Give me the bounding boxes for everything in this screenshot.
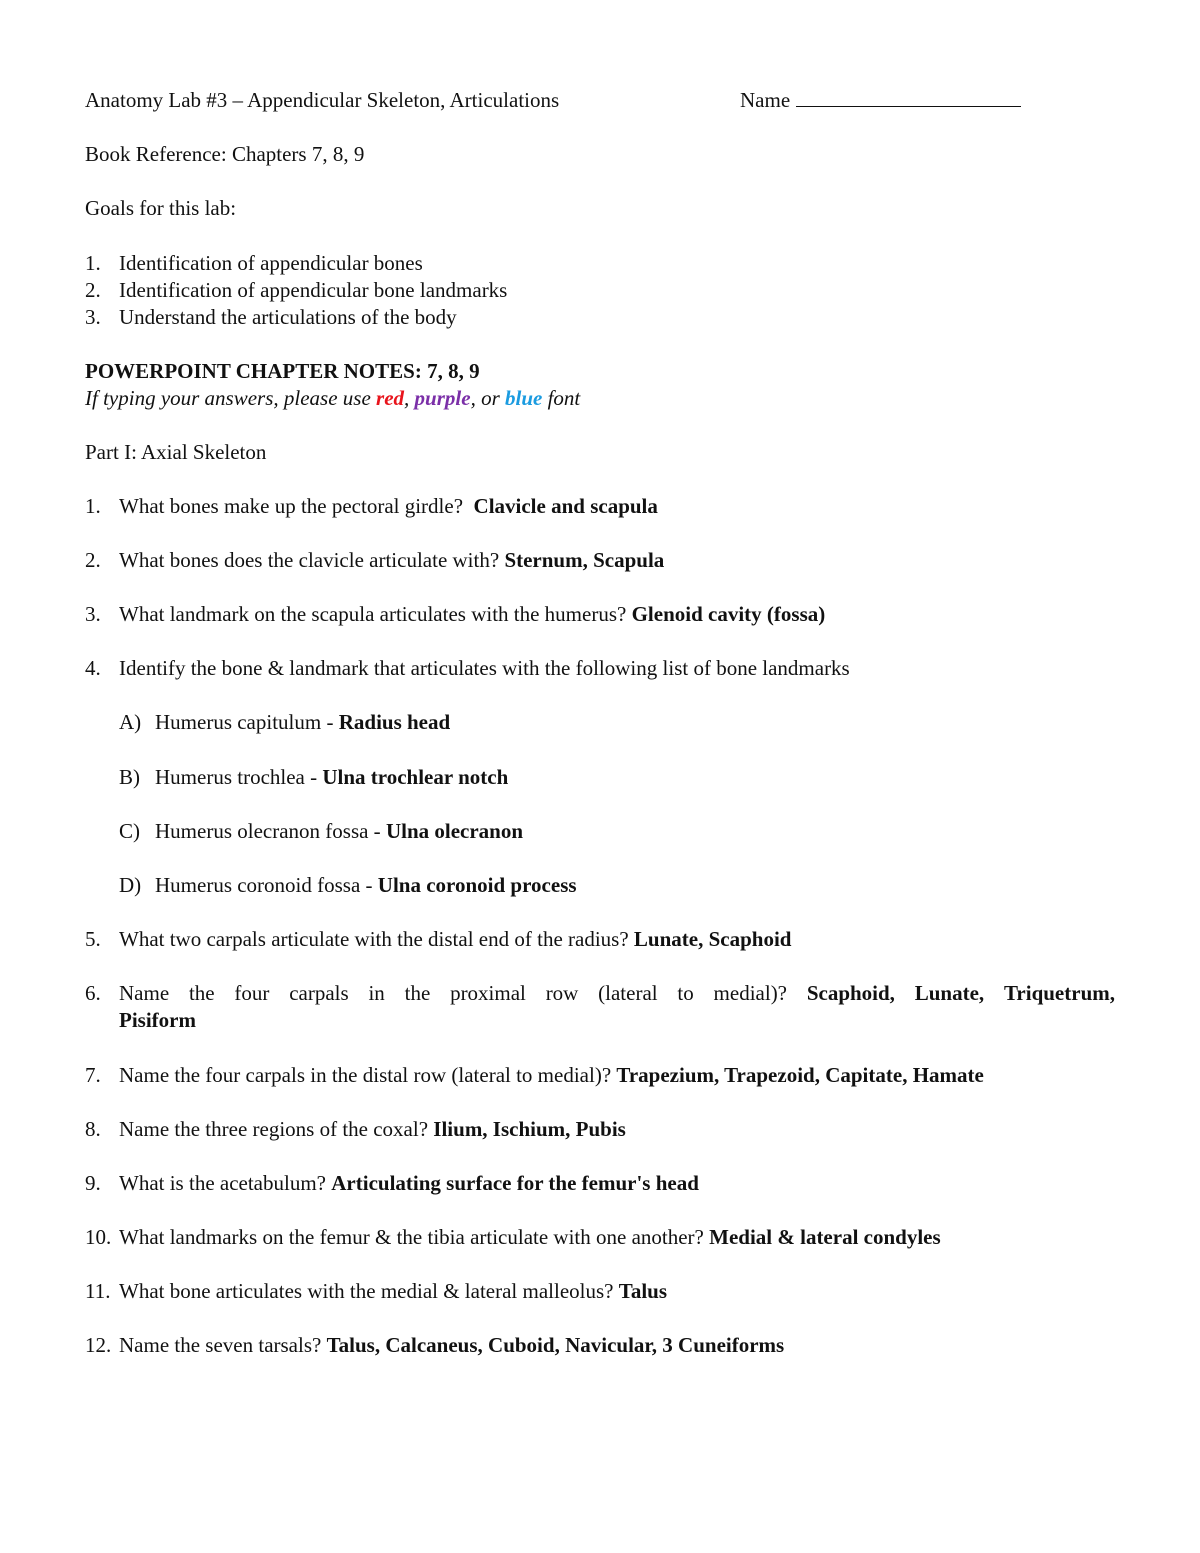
q6-word: (lateral <box>598 981 658 1005</box>
question-number: 10. <box>85 1225 112 1249</box>
answer-text: Clavicle and scapula <box>473 494 658 518</box>
answer-text: Talus <box>618 1279 667 1303</box>
goal-number: 2. <box>85 278 101 302</box>
question-number: 2. <box>85 548 101 572</box>
question-text: What is the acetabulum? <box>119 1171 332 1195</box>
answer-text: Glenoid cavity (fossa) <box>631 602 826 626</box>
sub-question-text: Humerus olecranon fossa - <box>155 819 386 843</box>
q6-answer-word: Scaphoid, <box>806 981 895 1005</box>
question-text: What landmarks on the femur & the tibia articulate with one another? <box>119 1225 710 1249</box>
name-blank-line[interactable] <box>796 88 1021 107</box>
q6-answer-word: Lunate, <box>914 981 985 1005</box>
question <box>119 547 664 573</box>
question <box>119 1116 626 1142</box>
instr-comma: , <box>404 386 415 410</box>
goal-number: 3. <box>85 305 101 329</box>
sub-question <box>155 709 450 735</box>
sub-letter: A) <box>119 710 142 734</box>
sub-letter: C) <box>119 819 140 843</box>
sub-question <box>155 764 508 790</box>
question-text: What landmark on the scapula articulates with the humerus? <box>119 602 632 626</box>
question-number: 12. <box>85 1333 112 1357</box>
answer-text: Pisiform <box>119 1008 196 1032</box>
name-label: Name <box>740 88 791 112</box>
q6-word: Name <box>119 981 170 1005</box>
q6-word: the <box>404 981 431 1005</box>
typing-instructions <box>85 385 580 411</box>
sub-question-text: Humerus coronoid fossa - <box>155 873 378 897</box>
document-title <box>85 87 559 113</box>
question <box>119 493 658 519</box>
answer-text: Ilium, Ischium, Pubis <box>433 1117 626 1141</box>
sub-answer-text: Ulna trochlear notch <box>322 765 509 789</box>
question-text: What bones make up the pectoral girdle? <box>119 494 474 518</box>
question-text: Name the four carpals in the distal row (lateral to medial)? <box>119 1063 617 1087</box>
question-text: What two carpals articulate with the distal end of the radius? <box>119 927 634 951</box>
question-number: 6. <box>85 981 101 1005</box>
powerpoint-heading: POWERPOINT CHAPTER NOTES: 7, 8, 9 <box>85 359 480 383</box>
goal-text: Identification of appendicular bones <box>119 251 423 275</box>
question-justified-line <box>119 980 1115 1006</box>
answer-text: Medial & lateral condyles <box>709 1225 941 1249</box>
q6-word: the <box>188 981 215 1005</box>
question-number: 4. <box>85 656 101 680</box>
question <box>119 1332 784 1358</box>
question-text: What bones does the clavicle articulate with? <box>119 548 505 572</box>
answer-text: Talus, Calcaneus, Cuboid, Navicular, 3 Cuneiforms <box>326 1333 785 1357</box>
question-text: Name the seven tarsals? <box>119 1333 327 1357</box>
question-number: 3. <box>85 602 101 626</box>
sub-question <box>155 818 523 844</box>
question <box>119 1224 941 1250</box>
blue-word: blue <box>505 386 543 410</box>
question <box>119 1062 984 1088</box>
answer-text: Lunate, Scaphoid <box>633 927 792 951</box>
goal-text: Understand the articulations of the body <box>119 305 457 329</box>
answer-text: Sternum, Scapula <box>504 548 665 572</box>
question-number: 1. <box>85 494 101 518</box>
instr-suffix: font <box>542 386 581 410</box>
question <box>119 926 791 952</box>
sub-question-text: Humerus trochlea - <box>155 765 323 789</box>
goal-text: Identification of appendicular bone landmarks <box>119 278 508 302</box>
question <box>119 1170 699 1196</box>
q6-answer-continued <box>119 1007 196 1033</box>
goals-heading: Goals for this lab: <box>85 196 237 220</box>
part-heading: Part I: Axial Skeleton <box>85 440 267 464</box>
q6-answer-word: Triquetrum, <box>1003 981 1115 1005</box>
title-text: Anatomy Lab #3 – Appendicular Skeleton, Articulations <box>85 88 560 112</box>
instr-comma: , or <box>470 386 505 410</box>
question-text: Name the three regions of the coxal? <box>119 1117 434 1141</box>
question-number: 5. <box>85 927 101 951</box>
sub-question <box>155 872 577 898</box>
goal-number: 1. <box>85 251 101 275</box>
sub-answer-text: Ulna coronoid process <box>377 873 577 897</box>
question-number: 11. <box>85 1279 111 1303</box>
book-reference: Book Reference: Chapters 7, 8, 9 <box>85 142 365 166</box>
answer-text: Trapezium, Trapezoid, Capitate, Hamate <box>616 1063 984 1087</box>
q6-word: in <box>368 981 385 1005</box>
q6-word: medial)? <box>713 981 788 1005</box>
q6-word: proximal <box>450 981 526 1005</box>
sub-letter: D) <box>119 873 142 897</box>
sub-answer-text: Ulna olecranon <box>385 819 524 843</box>
question-number: 8. <box>85 1117 101 1141</box>
red-word: red <box>376 386 405 410</box>
name-field[interactable] <box>740 87 1021 113</box>
instr-prefix: If typing your answers, please use <box>85 386 377 410</box>
sub-letter: B) <box>119 765 140 789</box>
q6-word: to <box>677 981 694 1005</box>
question-text: What bone articulates with the medial & lateral malleolus? <box>119 1279 619 1303</box>
sub-answer-text: Radius head <box>338 710 451 734</box>
question <box>119 1278 667 1304</box>
answer-text: Articulating surface for the femur's head <box>331 1171 699 1195</box>
sub-question-text: Humerus capitulum - <box>155 710 339 734</box>
question-number: 9. <box>85 1171 101 1195</box>
q6-word: four <box>234 981 270 1005</box>
question-number: 7. <box>85 1063 101 1087</box>
question <box>119 601 825 627</box>
purple-word: purple <box>414 386 471 410</box>
q6-word: row <box>545 981 579 1005</box>
q6-word: carpals <box>289 981 349 1005</box>
question-text: Identify the bone & landmark that articulates with the following list of bone landmarks <box>119 656 850 680</box>
